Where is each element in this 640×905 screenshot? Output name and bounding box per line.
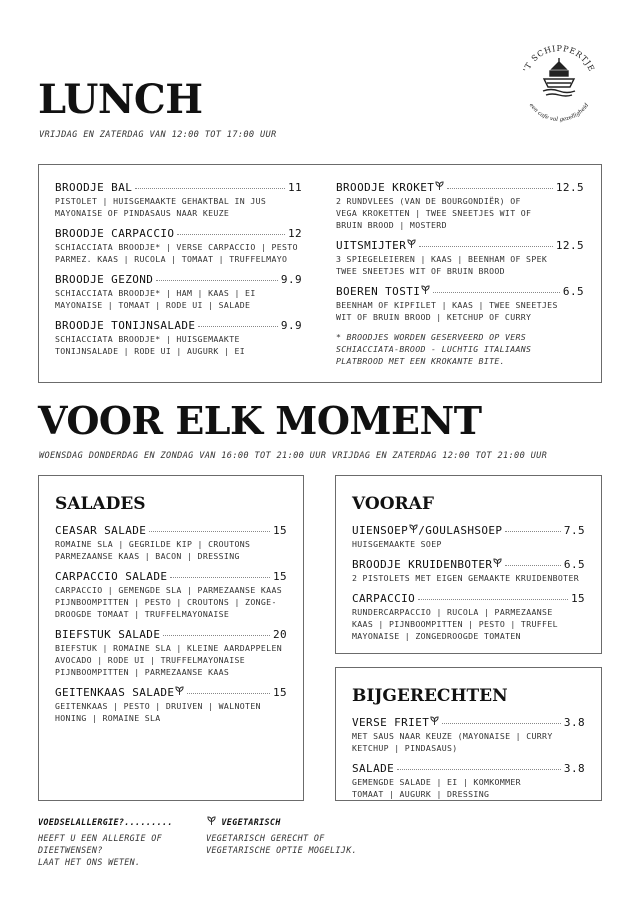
menu-item-header [352, 524, 585, 537]
menu-item-price: 9.9 [280, 319, 302, 332]
menu-item-price: 7.5 [563, 524, 585, 537]
vegetarian-line: VEGETARISCHE OPTIE MOGELIJK. [206, 845, 357, 855]
menu-item [55, 273, 302, 311]
menu-item [352, 524, 585, 550]
description-line: SCHIACCIATA BROODJE* | HUISGEMAAKTE [55, 334, 240, 344]
description-line: 3 SPIEGELEIEREN | KAAS | BEENHAM OF SPEK [336, 254, 548, 264]
dot-leader [505, 531, 560, 532]
logo-top-text: 'T SCHIPPERTJE [521, 43, 597, 74]
leaf-icon [409, 524, 418, 534]
description-line: PIJNBOOMPITTEN | PARMEZAANSE KAAS [55, 667, 230, 677]
dot-leader [177, 234, 285, 235]
dot-leader [419, 246, 553, 247]
dot-leader [442, 723, 561, 724]
description-line: BEENHAM OF KIPFILET | KAAS | TWEE SNEETJES [336, 300, 558, 310]
menu-item-name: BROODJE KROKET [336, 181, 435, 194]
menu-item [352, 762, 585, 800]
vegetarian-line: VEGETARISCH GERECHT OF [206, 833, 325, 843]
description-line: TWEE SNEETJES WIT OF BRUIN BROOD [336, 266, 505, 276]
leaf-icon [407, 239, 416, 249]
menu-item-name: BROODJE GEZOND [55, 273, 154, 286]
menu-item-description [55, 700, 287, 724]
menu-item-price: 12.5 [555, 239, 584, 252]
menu-item-name: BROODJE TONIJNSALADE [55, 319, 196, 332]
lunch-hours: VRIJDAG EN ZATERDAG VAN 12:00 TOT 17:00 UUR [39, 130, 277, 140]
menu-item-header [352, 558, 585, 571]
leaf-icon [175, 686, 184, 696]
vooraf-heading: VOORAF [352, 494, 434, 514]
cafe-logo [514, 36, 604, 126]
description-line: PARMEZ. KAAS | RUCOLA | TOMAAT | TRUFFELMAYO [55, 254, 288, 264]
leaf-icon [430, 716, 439, 726]
vegetarian-title: VEGETARISCH [221, 817, 281, 827]
menu-item [55, 628, 287, 678]
salades-box [38, 475, 304, 801]
lunch-right-column [336, 181, 584, 367]
vegetarian-legend [206, 816, 426, 856]
menu-item-description [55, 241, 302, 265]
menu-item [352, 716, 585, 754]
menu-item-price: 12.5 [555, 181, 584, 194]
dot-leader [163, 635, 270, 636]
description-line: PIJNBOOMPITTEN | PESTO | CROUTONS | ZONGE- [55, 597, 277, 607]
menu-item-header [55, 181, 302, 194]
menu-item-description [55, 584, 287, 620]
description-line: SCHIACCIATA BROODJE* | HAM | KAAS | EI [55, 288, 256, 298]
description-line: MAYONAISE | TOMAAT | RODE UI | SALADE [55, 300, 251, 310]
dot-leader [418, 599, 568, 600]
menu-item-description [55, 287, 302, 311]
description-line: AVOCADO | RODE UI | TRUFFELMAYONAISE [55, 655, 246, 665]
menu-item [55, 227, 302, 265]
dot-leader [187, 693, 270, 694]
menu-item-description [336, 195, 584, 231]
allergy-line: HEEFT U EEN ALLERGIE OF [38, 833, 163, 843]
description-line: KAAS | PIJNBOOMPITTEN | PESTO | TRUFFEL [352, 619, 558, 629]
menu-item-header [336, 239, 584, 252]
menu-item-header [352, 592, 585, 605]
dot-leader [170, 577, 270, 578]
ship-icon [514, 36, 604, 126]
salades-heading: SALADES [55, 494, 146, 514]
description-line: MAYONAISE OF PINDASAUS NAAR KEUZE [55, 208, 230, 218]
menu-item-header [55, 319, 302, 332]
lunch-menu-box [38, 164, 602, 383]
menu-item-name: UITSMIJTER [336, 239, 407, 252]
bread-note [336, 331, 584, 367]
leaf-icon [493, 558, 502, 568]
menu-item-description [55, 333, 302, 357]
bijgerechten-heading: BIJGERECHTEN [352, 686, 508, 706]
description-line: SCHIACCIATA BROODJE* | VERSE CARPACCIO | PESTO [55, 242, 298, 252]
menu-item [55, 524, 287, 562]
description-line: WIT OF BRUIN BROOD | KETCHUP OF CURRY [336, 312, 532, 322]
description-line: RUNDERCARPACCIO | RUCOLA | PARMEZAANSE [352, 607, 553, 617]
menu-item-price: 15 [570, 592, 585, 605]
description-line: PARMEZAANSE KAAS | BACON | DRESSING [55, 551, 240, 561]
menu-item-name: BROODJE CARPACCIO [55, 227, 175, 240]
menu-item-name: BIEFSTUK SALADE [55, 628, 161, 641]
menu-item-description [352, 538, 585, 550]
menu-item-name: BROODJE KRUIDENBOTER [352, 558, 493, 571]
bijgerechten-box [335, 667, 602, 801]
moment-hours: WOENSDAG DONDERDAG EN ZONDAG VAN 16:00 TOT 21:00 UUR VRIJDAG EN ZATERDAG 12:00 TOT 21:00 UUR [39, 451, 548, 461]
vooraf-box [335, 475, 602, 654]
description-line: BIEFSTUK | ROMAINE SLA | KLEINE AARDAPPELEN [55, 643, 283, 653]
dot-leader [149, 531, 270, 532]
description-line: TOMAAT | AUGURK | DRESSING [352, 789, 490, 799]
dot-leader [447, 188, 553, 189]
description-line: GEITENKAAS | PESTO | DRUIVEN | WALNOTEN [55, 701, 261, 711]
moment-title: VOOR ELK MOMENT [38, 398, 482, 443]
description-line: DROOGDE TOMAAT | TRUFFELMAYONAISE [55, 609, 230, 619]
menu-item-header [55, 686, 287, 699]
menu-item-header [336, 181, 584, 194]
menu-item-price: 12 [287, 227, 302, 240]
menu-item-description [55, 538, 287, 562]
lunch-title: LUNCH [38, 76, 203, 123]
description-line: BRUIN BROOD | MOSTERD [336, 220, 447, 230]
menu-item-price: 11 [287, 181, 302, 194]
menu-item [352, 558, 585, 584]
allergy-line: LAAT HET ONS WETEN. [38, 857, 141, 867]
description-line: HUISGEMAAKTE SOEP [352, 539, 442, 549]
description-line: ROMAINE SLA | GEGRILDE KIP | CROUTONS [55, 539, 251, 549]
menu-item-price: 15 [272, 570, 287, 583]
menu-item-header [55, 227, 302, 240]
menu-item-price: 3.8 [563, 762, 585, 775]
menu-item-name: CARPACCIO [352, 592, 416, 605]
menu-item-name: BOEREN TOSTI [336, 285, 421, 298]
menu-item-header [55, 570, 287, 583]
menu-item-price: 9.9 [280, 273, 302, 286]
description-line: 2 RUNDVLEES (VAN DE BOURGONDIËR) OF [336, 196, 521, 206]
description-line: HONING | ROMAINE SLA [55, 713, 161, 723]
menu-item-description [336, 299, 584, 323]
dot-leader [156, 280, 278, 281]
bread-note-line: SCHIACCIATA-BROOD - LUCHTIG ITALIAANS [336, 344, 532, 354]
menu-item [352, 592, 585, 642]
menu-item-description [55, 642, 287, 678]
menu-item-name: CEASAR SALADE [55, 524, 147, 537]
bread-note-line: * BROODJES WORDEN GESERVEERD OP VERS [336, 332, 527, 342]
menu-item [336, 285, 584, 323]
menu-item-description [352, 572, 585, 584]
menu-item-price: 15 [272, 524, 287, 537]
menu-item-description [352, 730, 585, 754]
dot-leader [397, 769, 561, 770]
menu-item-price: 3.8 [563, 716, 585, 729]
menu-item-price: 6.5 [563, 558, 585, 571]
menu-item-description [352, 606, 585, 642]
menu-item-header [55, 628, 287, 641]
menu-item-name-suffix: /GOULASHSOEP [418, 524, 503, 537]
description-line: TONIJNSALADE | RODE UI | AUGURK | EI [55, 346, 246, 356]
dot-leader [198, 326, 277, 327]
menu-item-name: SALADE [352, 762, 395, 775]
menu-item [55, 570, 287, 620]
description-line: VEGA KROKETTEN | TWEE SNEETJES WIT OF [336, 208, 532, 218]
menu-item-header [55, 273, 302, 286]
menu-item-price: 6.5 [562, 285, 584, 298]
description-line: 2 PISTOLETS MET EIGEN GEMAAKTE KRUIDENBOTER [352, 573, 580, 583]
allergy-info [38, 816, 208, 868]
menu-item [336, 181, 584, 231]
menu-item-description [352, 776, 585, 800]
lunch-left-column [55, 181, 302, 365]
menu-item-header [55, 524, 287, 537]
logo-bottom-text: een cafe vol gezelligheid [527, 102, 591, 124]
dot-leader [433, 292, 560, 293]
bread-note-line: PLATBROOD MET EEN KROKANTE BITE. [336, 356, 505, 366]
menu-item [55, 181, 302, 219]
allergy-title: VOEDSELALLERGIE?......... [38, 817, 173, 827]
description-line: KETCHUP | PINDASAUS) [352, 743, 458, 753]
menu-item-price: 15 [272, 686, 287, 699]
description-line: CARPACCIO | GEMENGDE SLA | PARMEZAANSE KAAS [55, 585, 283, 595]
dot-leader [135, 188, 285, 189]
menu-item-description [336, 253, 584, 277]
description-line: MAYONAISE | ZONGEDROOGDE TOMATEN [352, 631, 521, 641]
menu-item-name: CARPACCIO SALADE [55, 570, 168, 583]
allergy-line: DIEETWENSEN? [38, 845, 103, 855]
menu-item-header [352, 716, 585, 729]
description-line: GEMENGDE SALADE | EI | KOMKOMMER [352, 777, 521, 787]
menu-item [55, 686, 287, 724]
description-line: PISTOLET | HUISGEMAAKTE GEHAKTBAL IN JUS [55, 196, 267, 206]
menu-item-header [336, 285, 584, 298]
menu-item-name: GEITENKAAS SALADE [55, 686, 175, 699]
menu-item-name: BROODJE BAL [55, 181, 133, 194]
dot-leader [505, 565, 560, 566]
menu-item-name: VERSE FRIET [352, 716, 430, 729]
menu-item-price: 20 [272, 628, 287, 641]
leaf-icon [435, 181, 444, 191]
leaf-icon [207, 816, 216, 826]
leaf-icon [421, 285, 430, 295]
menu-item [55, 319, 302, 357]
svg-text:een cafe vol gezelligheid [528, 102, 591, 123]
menu-item [336, 239, 584, 277]
menu-item-description [55, 195, 302, 219]
menu-item-header [352, 762, 585, 775]
menu-item-name: UIENSOEP [352, 524, 409, 537]
description-line: MET SAUS NAAR KEUZE (MAYONAISE | CURRY [352, 731, 553, 741]
